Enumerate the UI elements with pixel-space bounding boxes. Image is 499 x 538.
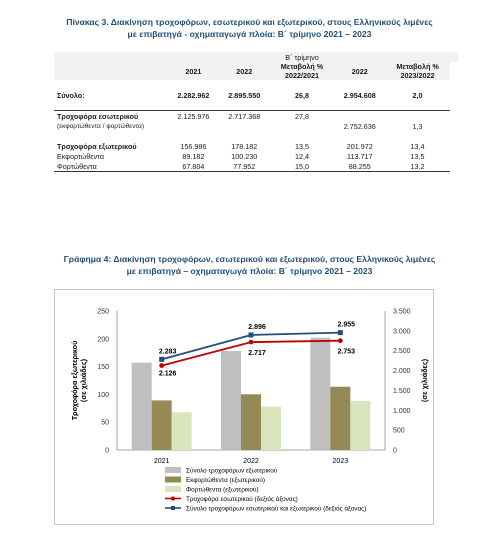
data-label: 2.283	[158, 348, 177, 356]
table-row	[54, 121, 458, 131]
legend-label: Τροχοφόρα εσωτερικού (δεξιός άξονας)	[186, 496, 298, 503]
cell: 156.986	[180, 141, 207, 151]
cell: 15,0	[294, 161, 309, 171]
y2-tick-label: 2.500	[393, 348, 411, 356]
cell: 2,0	[412, 90, 423, 100]
cell: 77.952	[233, 161, 256, 171]
row-label: Τροχοφόρα εσωτερικού	[54, 111, 168, 122]
line-point	[338, 330, 343, 335]
table-row	[54, 141, 458, 151]
y2-tick-label: 2.000	[393, 368, 411, 376]
y-tick-label: 150	[97, 364, 109, 372]
row-label: Τροχοφόρα εξωτερικού	[57, 141, 137, 151]
y-axis-label-line2: (σε χιλιάδες)	[79, 358, 88, 403]
legend-label: Εκφορτώθεντα (εξωτερικού)	[186, 477, 266, 484]
bar	[310, 338, 330, 450]
col-header-change-1: Μεταβολή % 2022/2021	[270, 62, 335, 80]
data-label: 2.896	[248, 323, 266, 331]
cell: 178.182	[231, 141, 258, 151]
line-point	[159, 363, 164, 368]
legend-label: Φορτώθεντα (εξωτερικού)	[186, 486, 259, 494]
cell: 67.804	[182, 161, 205, 171]
x-tick-label: 2021	[153, 458, 170, 465]
x-tick-label: 2023	[332, 458, 349, 465]
cell: 13,4	[410, 141, 425, 151]
data-label: 2.126	[158, 370, 177, 378]
table-row	[54, 151, 458, 161]
cell: 100.230	[231, 151, 258, 161]
row-sublabel: (εκφορτώθεντα / φορτώθεντα)	[57, 122, 145, 130]
line-point	[338, 338, 343, 343]
data-label: 2.753	[337, 348, 356, 356]
data-label: 2.955	[337, 321, 356, 329]
line-point	[159, 357, 164, 362]
table-row-total	[54, 90, 458, 100]
bar	[261, 407, 281, 450]
cell: 89.182	[182, 151, 205, 161]
data-label: 2.717	[248, 350, 266, 358]
y2-tick-label: 1.000	[393, 407, 411, 415]
col-header-2022: 2022	[219, 62, 270, 80]
chart-container	[54, 289, 434, 525]
x-tick-label: 2022	[243, 458, 259, 465]
cell: 1,3	[412, 121, 423, 131]
table-title-line1: Πίνακας 3. Διακίνηση τροχοφόρων, εσωτερικού και εξωτερικού, στους Ελληνικούς λιμένες	[66, 17, 433, 27]
cell: 2.895.550	[228, 90, 261, 100]
y-tick-label: 0	[105, 447, 109, 455]
line-point	[249, 340, 254, 345]
cell: 201.972	[346, 141, 373, 151]
cell: 13,5	[294, 141, 309, 151]
y2-tick-label: 0	[393, 447, 397, 455]
bar	[350, 401, 370, 450]
table-row	[54, 111, 458, 122]
cell: 113.717	[347, 151, 373, 161]
legend-marker	[171, 506, 175, 510]
table-row	[54, 161, 458, 172]
col-header-2022b: 2022	[334, 62, 385, 80]
col-header-2021: 2021	[168, 62, 219, 80]
row-label: Σύνολο:	[57, 90, 85, 100]
y-tick-label: 50	[101, 419, 109, 427]
line-point	[249, 332, 254, 337]
data-table	[54, 52, 458, 174]
legend-swatch	[165, 477, 181, 483]
cell: 2.954.608	[343, 90, 376, 100]
cell: 2.752.636	[343, 121, 376, 131]
cell: 12,4	[294, 151, 309, 161]
y-tick-label: 100	[97, 391, 109, 399]
y-tick-label: 250	[97, 308, 109, 316]
table-title-line2: με επιβατηγά - οχηματαγωγά πλοία: Β΄ τρίμηνο 2021 – 2023	[127, 29, 372, 39]
group-header: Β΄ τρίμηνο	[219, 52, 385, 62]
y2-tick-label: 3.500	[393, 308, 411, 316]
bar	[241, 394, 261, 450]
y2-axis-label: (σε χιλιάδες)	[420, 358, 429, 403]
bar	[330, 387, 350, 450]
y-tick-label: 200	[97, 336, 109, 344]
cell: 2.717.368	[219, 111, 270, 122]
y2-tick-label: 3.000	[393, 328, 411, 336]
bar	[132, 363, 152, 450]
bar	[221, 351, 241, 450]
bar	[152, 400, 172, 450]
chart-title-line1: Γράφημα 4: Διακίνηση τροχοφόρων, εσωτερικού και εξωτερικού, στους Ελληνικούς λιμένες	[63, 254, 436, 264]
cell: 26,8	[294, 90, 309, 100]
cell: 27,8	[270, 111, 335, 122]
col-header-change-2: Μεταβολή % 2023/2022	[385, 62, 450, 80]
y2-tick-label: 500	[393, 427, 405, 435]
row-label: Εκφορτώθεντα	[57, 151, 104, 161]
cell: 13,5	[410, 151, 425, 161]
cell: 2.125.976	[168, 111, 219, 122]
legend-swatch	[165, 486, 181, 492]
cell: 88.255	[348, 161, 371, 171]
cell: 2.282.962	[177, 90, 210, 100]
chart-svg	[55, 290, 433, 524]
legend-label: Σύνολο τροχοφόρων εξωτερικού	[186, 467, 278, 475]
y2-tick-label: 1.500	[393, 387, 411, 395]
legend-marker	[171, 497, 175, 501]
row-label: Φορτώθεντα	[57, 161, 97, 171]
cell: 13,2	[410, 161, 425, 171]
chart-title-line2: με επιβατηγά – οχηματαγωγά πλοία: Β΄ τρίμηνο 2021 – 2023	[126, 266, 373, 276]
y-axis-label-line1: Τροχοφόρα εξωτερικού	[70, 340, 79, 421]
bar	[172, 412, 192, 450]
legend-swatch	[165, 467, 181, 473]
legend-label: Σύνολο τροχοφόρων εσωτερικού και εξωτερικού (δεξιός άξονας)	[186, 505, 367, 513]
